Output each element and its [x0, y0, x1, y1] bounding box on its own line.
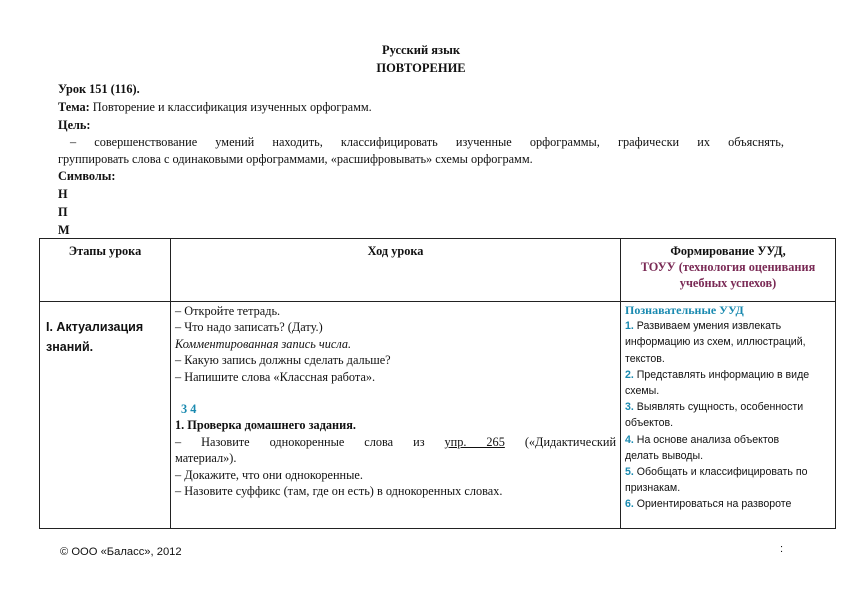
uud-item-1: 1. Развиваем умения извлекать: [625, 320, 782, 333]
course-line: – Что надо записать? (Дату.): [175, 320, 323, 335]
header-uud: [621, 239, 836, 302]
course-line: – Назовите суффикс (там, где он есть) в однокоренных словах.: [175, 484, 503, 499]
uud-item-5-cont: признакам.: [625, 482, 681, 495]
uud-heading: Познавательные УУД: [625, 303, 744, 317]
goal-text-line-1: – совершенствование умений находить, классифицировать изученные орфограммы, графически их объяснять,: [70, 135, 784, 149]
goal-text-line-2: группировать слова с одинаковыми орфограммами, «расшифровывать» схемы орфограмм.: [58, 152, 533, 166]
topic-line: [58, 99, 372, 115]
uud-item-1-cont: текстов.: [625, 352, 665, 365]
course-line: – Откройте тетрадь.: [175, 304, 281, 318]
header-toy-line-1: ТОУУ (технология оценивания: [640, 260, 816, 274]
course-line: – Напишите слова «Классная работа».: [175, 369, 376, 384]
page-mark: :: [780, 543, 784, 555]
header-toy-line-2: учебных успехов): [679, 276, 777, 290]
spacer: [175, 385, 616, 401]
uud-cell: [621, 302, 836, 529]
table-header-row: [40, 239, 836, 302]
stage-line-1: I. Актуализация: [46, 320, 144, 334]
uud-item-1-cont: информацию из схем, иллюстраций,: [625, 336, 806, 349]
copyright-footer: © ООО «Баласс», 2012: [60, 546, 182, 558]
course-cell: [171, 302, 621, 529]
stage-cell: [40, 302, 171, 529]
uud-item-3-cont: объектов.: [625, 417, 674, 430]
header-stages: Этапы урока: [40, 239, 171, 302]
lesson-plan-table: [39, 238, 836, 529]
lesson-number: Урок 151 (116).: [58, 82, 140, 96]
symbol-m: М: [58, 223, 70, 237]
uud-item-5: 5. Обобщать и классифицировать по: [625, 466, 808, 479]
subject-title: Русский язык: [381, 43, 461, 57]
course-line: – Докажите, что они однокоренные.: [175, 467, 363, 482]
homework-title: 1. Проверка домашнего задания.: [175, 418, 356, 433]
course-line-italic: Комментированная запись числа.: [175, 336, 352, 351]
goal-label: Цель:: [58, 118, 91, 132]
stage-line-2: знаний.: [46, 340, 94, 354]
page-title: ПОВТОРЕНИЕ: [376, 61, 466, 75]
exercise-link[interactable]: упр. 265: [444, 434, 505, 449]
uud-item-6: 6. Ориентироваться на развороте: [625, 498, 792, 511]
topic-text: Повторение и классификация изученных орфограмм.: [89, 100, 372, 114]
symbol-p: П: [58, 205, 68, 219]
course-line: – Какую запись должны сделать дальше?: [175, 353, 391, 368]
symbols-label: Символы:: [58, 169, 116, 183]
uud-item-4: 4. На основе анализа объектов: [625, 433, 780, 446]
symbol-numbers: 3 4: [181, 402, 197, 417]
uud-item-2-cont: схемы.: [625, 385, 660, 398]
symbol-n: Н: [58, 187, 68, 201]
header-course: Ход урока: [171, 239, 621, 302]
course-line-justified: – Назовите однокоренные слова из упр. 265 («Дидактический: [175, 434, 617, 449]
course-line: материал»).: [175, 451, 237, 466]
uud-item-4-cont: делать выводы.: [625, 449, 704, 462]
table-row: [40, 302, 836, 529]
uud-item-3: 3. Выявлять сущность, особенности: [625, 401, 804, 414]
topic-label: Тема:: [58, 100, 90, 114]
uud-item-2: 2. Представлять информацию в виде: [625, 368, 810, 381]
header-uud-title: Формирование УУД,: [670, 244, 786, 258]
